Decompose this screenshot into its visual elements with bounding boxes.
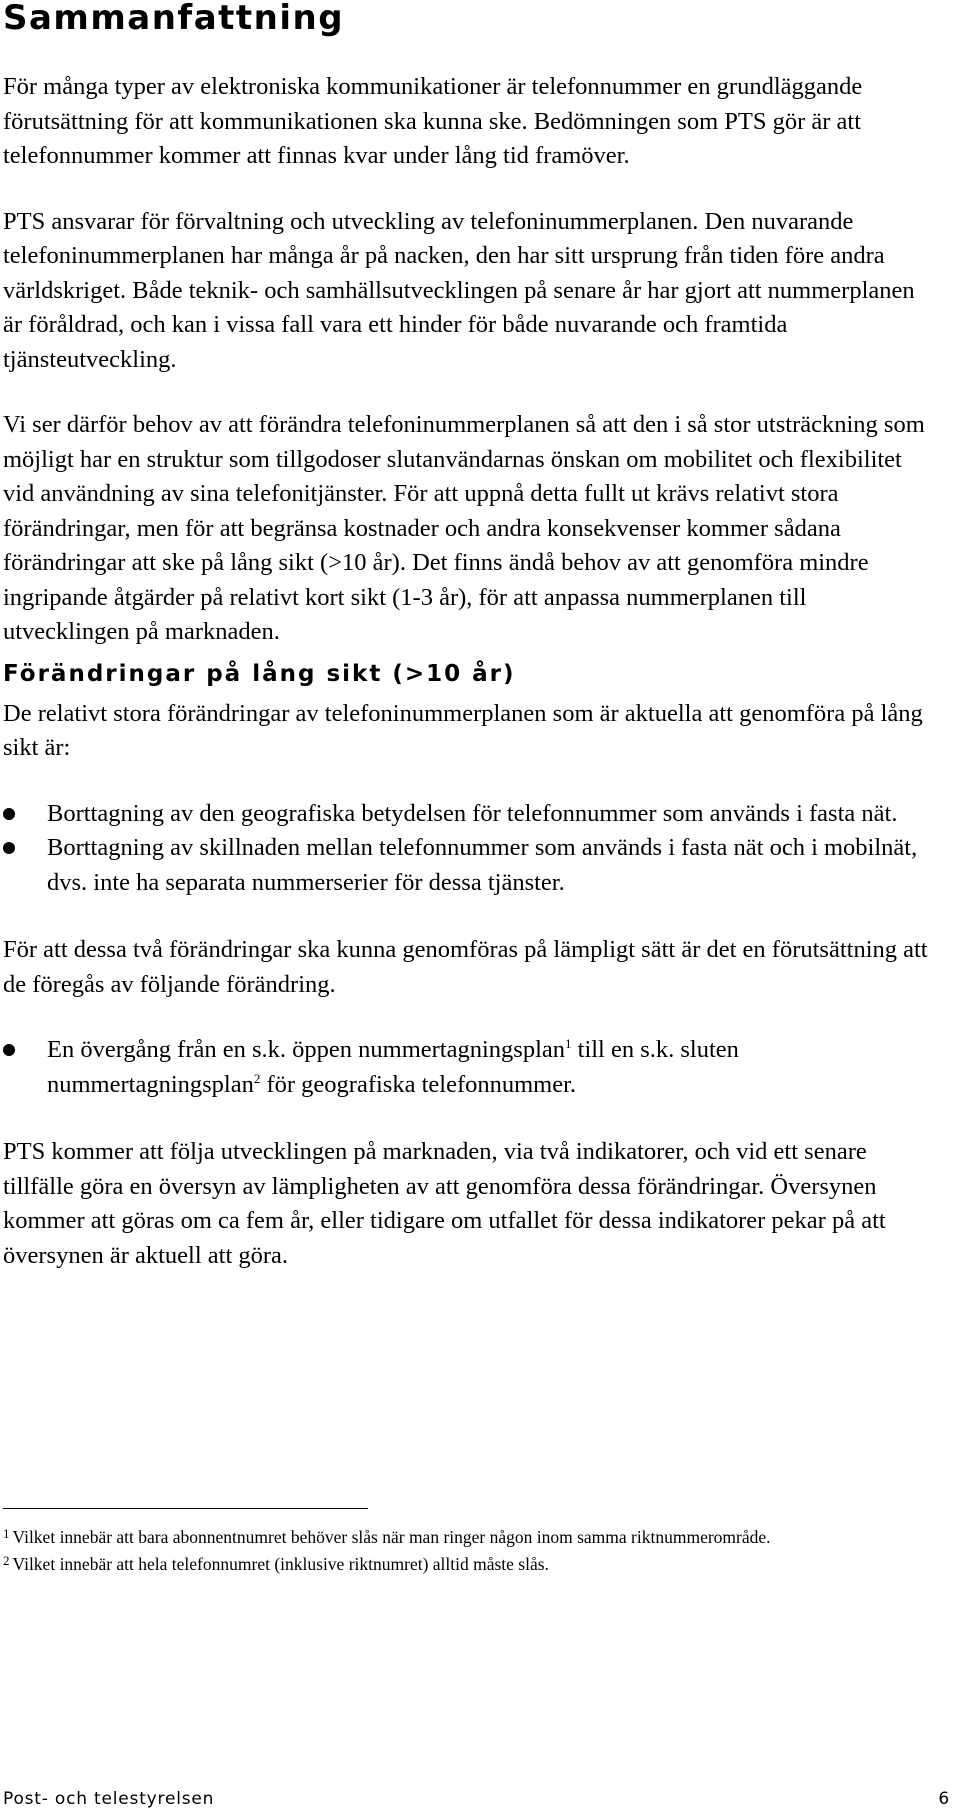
footer-organization: Post- och telestyrelsen [3,1789,215,1809]
page-title: Sammanfattning [3,0,345,38]
main-content [3,70,933,1273]
footnote-2 [3,1549,903,1576]
list-item [3,831,933,900]
bullet-icon [3,842,15,854]
bullet-icon [3,1044,15,1056]
list-item-text: Borttagning av skillnaden mellan telefonnummer som används i fasta nät och i mobilnät, dvs. inte ha separata nummerserier för dessa tjänster. [47,834,918,896]
footnote-number: 1 [3,1526,10,1541]
paragraph-intro: För många typer av elektroniska kommunikationer är telefonnummer en grundläggande förutsättning för att kommunikationen ska kunna ske. Bedömningen som PTS gör är att telefonnummer kommer att finnas kvar under lång tid framöver. [3,73,863,169]
section-heading: Förändringar på lång sikt (>10 år) [3,660,516,687]
list-item-text-part: En övergång från en s.k. öppen nummertagningsplan [47,1036,566,1063]
list-item-text: Borttagning av den geografiska betydelsen för telefonnummer som används i fasta nät. [47,799,898,827]
footnote-text: Vilket innebär att bara abonnentnumret behöver slås när man ringer någon inom samma riktnummerområde. [12,1527,771,1547]
bullet-list-changes [3,797,933,901]
page-number: 6 [938,1789,950,1809]
bullet-list-prerequisite [3,1033,933,1102]
footnote-divider [3,1508,368,1509]
footnotes [3,1522,903,1576]
bullet-icon [3,808,15,820]
list-item [3,797,933,832]
paragraph-pts-responsibility: PTS ansvarar för förvaltning och utveckling av telefoninummerplanen. Den nuvarande telefoninummerplanen har många år på nacken, den har sitt ursprung från tiden före andra världskriget. Både teknik- och samhällsutvecklingen på senare år har gjort att nummerplanen är föråldrad, och kan i vissa fall vara ett hinder för både nuvarande och framtida tjänsteutveckling. [3,207,915,373]
footnote-1 [3,1522,903,1549]
footnote-ref-2: 2 [253,1070,261,1086]
paragraph-need-for-change: Vi ser därför behov av att förändra telefoninummerplanen så att den i så stor utsträckning som möjligt har en struktur som tillgodoser slutanvändarnas önskan om mobilitet och flexibilitet vid användning av sina telefonitjänster. För att uppnå detta fullt ut krävs relativt stora förändringar, men för att begränsa kostnader och andra konsekvenser kommer sådana förändringar att ske på lång sikt (>10 år). Det finns ändå behov av att genomföra mindre ingripande åtgärder på relativt kort sikt (1-3 år), för att anpassa nummerplanen till utvecklingen på marknaden. [3,411,925,645]
paragraph-prerequisite: För att dessa två förändringar ska kunna genomföras på lämpligt sätt är det en förutsättning att de föregås av följande förändring. [3,936,928,998]
list-item [3,1033,933,1102]
paragraph-section-intro: De relativt stora förändringar av telefoninummerplanen som är aktuella att genomföra på lång sikt är: [3,699,923,761]
list-item-text-part: till en s.k. sluten nummertagningsplan [47,1036,739,1098]
paragraph-follow-up: PTS kommer att följa utvecklingen på marknaden, via två indikatorer, och vid ett senare tillfälle göra en översyn av lämpligheten av att genomföra dessa förändringar. Översynen kommer att göras om ca fem år, eller tidigare om utfallet för dessa indikatorer pekar på att översynen är aktuell att göra. [3,1138,886,1269]
footnote-ref-1: 1 [565,1036,572,1051]
footnote-text: Vilket innebär att hela telefonnumret (inklusive riktnumret) alltid måste slås. [12,1554,549,1574]
list-item-text-part: för geografiska telefonnummer. [260,1070,577,1098]
page-footer [3,1789,950,1809]
footnote-number: 2 [3,1553,10,1568]
